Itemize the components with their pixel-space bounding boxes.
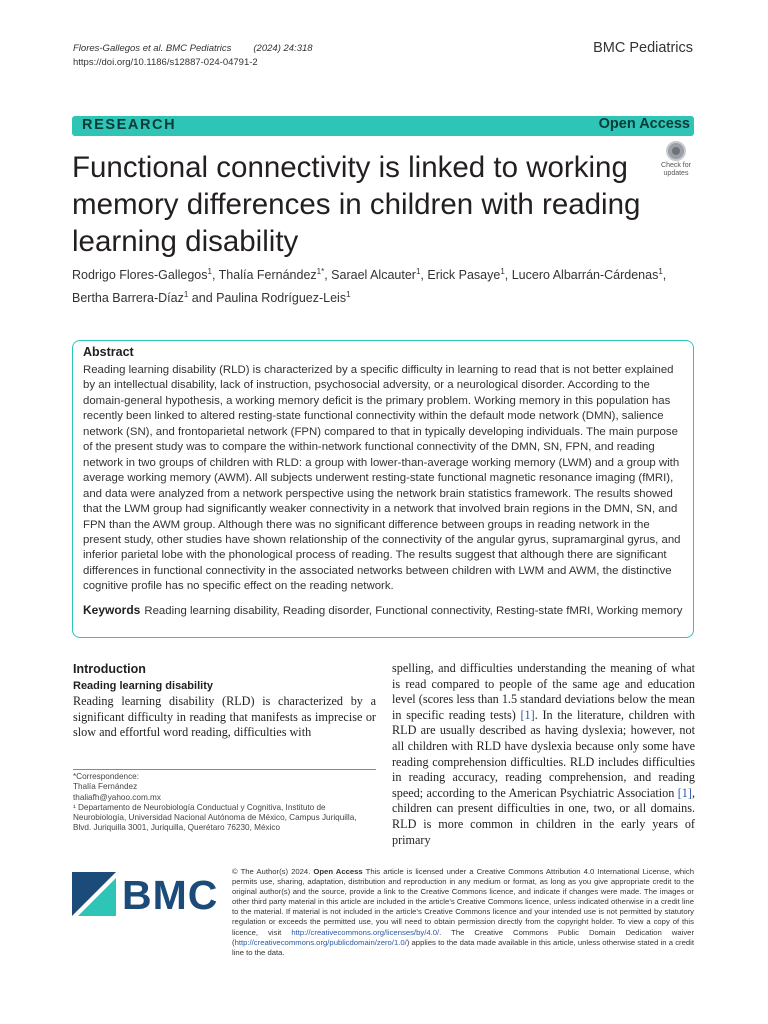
abstract-heading: Abstract (83, 345, 134, 359)
check-updates-line1: Check for (661, 162, 691, 169)
author-name: Sarael Alcauter (331, 268, 416, 283)
author-name: Paulina Rodríguez-Leis (216, 291, 347, 306)
bmc-logo-icon (72, 872, 116, 916)
keywords-list: Reading learning disability, Reading disorder, Functional connectivity, Resting-state fMRI, Working memory (144, 605, 683, 617)
keywords-label: Keywords (83, 603, 141, 617)
license-body-2: . The Creative Commons Public Domain Dedication waiver ( (232, 927, 694, 947)
citation-authors: Flores-Gallegos et al. BMC Pediatrics (73, 43, 232, 54)
keywords (83, 603, 683, 619)
research-label: RESEARCH (82, 117, 177, 133)
citation-link[interactable]: [1] (677, 785, 692, 800)
open-access-label: Open Access (598, 116, 690, 132)
correspondence-email[interactable]: thaliafh@yahoo.com.mx (73, 792, 161, 802)
author-affiliation: 1 (207, 267, 212, 276)
author-affiliation: 1 (415, 267, 421, 276)
intro-paragraph-left: Reading learning disability (RLD) is characterized by a significant difficulty in reading that manifests as imprecise or slow and effortful word reading, difficulties with (73, 694, 376, 740)
correspondence-name: Thalía Fernández (73, 782, 138, 792)
license-open-access: Open Access (313, 867, 363, 876)
license-text (232, 867, 694, 958)
author-affiliation: 1* (316, 267, 325, 276)
author-name: Thalía Fernández (218, 268, 317, 283)
author-name: Lucero Albarrán-Cárdenas (511, 268, 659, 283)
author-name: Bertha Barrera-Díaz (72, 291, 184, 306)
cc-zero-link[interactable]: http://creativecommons.org/publicdomain/zero/1.0/ (234, 937, 407, 947)
check-updates-line2: updates (663, 170, 689, 177)
author-list: Rodrigo Flores-Gallegos$^1$, Thalía Fernández$^{1*}$, Sarael Alcauter$^1$, Erick Pasaye$^1$, Lucero Albarrán-Cárdenas$^1$, Bertha Barrera-Díaz$^1$ and Paulina Rodríguez-Leis$^1$ (72, 267, 667, 306)
bmc-logo (72, 870, 222, 918)
author-affiliation: 1 (658, 267, 663, 276)
abstract-text: Reading learning disability (RLD) is characterized by a specific difficulty in learning to read that is not better explained by an intellectual disability, lack of instruction, psychosocial adversity, or a neurological disorder. According to the domain-general hypothesis, a working memory deficit is the primary problem. Working memory in this population has recently been linked to altered resting-state functional connectivity within the default mode network (DMN), salience network (SN), and frontoparietal network (FPN) compared to that in typically developing individuals. The main purpose of the present study was to compare the within-network functional connectivity of the DMN, SN, FPN, and reading network in two groups of children with RLD: a group with lower-than-average working memory (LWM) and a group with average working memory (AWM). All subjects underwent resting-state functional magnetic resonance imaging (fMRI), and data were analyzed from a network perspective using the network brain statistics framework. The results showed that the LWM group had significantly weaker connectivity in a network that involved brain regions in the DMN, SN, and FPN than the AWM group. Although there was no significant difference between groups in reading network in the present study, other studies have shown relationship of the connectivity of the angular gyrus, supramarginal gyrus, and inferior parietal lobe with the phonological process of reading. The results suggest that although there are significant differences in functional connectivity in the associated networks between children with LWM and AWM, the distinctive cognitive profile has no specific effect on the reading network. (83, 364, 681, 593)
citation-header (73, 42, 313, 70)
subsection-heading: Reading learning disability (73, 680, 213, 692)
correspondence-label: *Correspondence: (73, 772, 139, 781)
check-for-updates-icon (666, 141, 686, 161)
author-name: Rodrigo Flores-Gallegos (72, 268, 208, 283)
affiliation-text: ¹ Departamento de Neurobiología Conductual y Cognitiva, Instituto de Neurobiología, Universidad Nacional Autónoma de México, Campus Juriquilla, Blvd. Juriquilla 3001, Juriquilla, Querétaro 76230, México (73, 802, 357, 833)
license-body-3: ) applies to the data made available in this article, unless otherwise stated in a credit line to the data. (232, 937, 694, 957)
correspondence-footnote (73, 769, 376, 834)
intro-text-1: spelling, and difficulties understanding the meaning of what is read compared to people of the same age and education level (scores less than 1.5 standard deviations below the mean in specific reading tests) (392, 661, 695, 722)
article-type-banner (72, 116, 694, 136)
author-affiliation: 1 (183, 290, 189, 300)
citation-link[interactable]: [1] (520, 707, 535, 722)
intro-text-2: . In the literature, children with RLD are usually described as having dyslexia; however, not all children with RLD have dyslexia because only some have reading comprehension difficulties. RLD includes difficulties in reading accuracy, reading comprehension, and reading speed; according to the American Psychiatric Association (392, 707, 695, 800)
intro-text-3: , children can present difficulties in one, two, or all domains. RLD is more common in children in the early years of primary (392, 785, 695, 847)
license-prefix: © The Author(s) 2024. (232, 867, 314, 876)
license-body-1: This article is licensed under a Creative Commons Attribution 4.0 International License, which permits use, sharing, adaptation, distribution and reproduction in any medium or format, as long as you give appropriate credit to the original author(s) and the source, provide a link to the Creative Commons licence, and indicate if changes were made. The images or other third party material in this article are included in the article’s Creative Commons licence, unless indicated otherwise in a credit line to the material. If material is not included in the article’s Creative Commons licence and your intended use is not permitted by statutory regulation or exceeds the permitted use, you will need to obtain permission directly from the copyright holder. To view a copy of this licence, visit (232, 867, 694, 937)
author-affiliation: 1 (346, 290, 351, 300)
section-heading-introduction: Introduction (73, 662, 146, 676)
check-for-updates-badge[interactable] (656, 141, 696, 181)
author-name: Erick Pasaye (427, 268, 501, 283)
citation-year: (2024) 24:318 (253, 43, 313, 54)
intro-paragraph-right (392, 661, 695, 848)
abstract-box (72, 340, 694, 638)
doi-link[interactable]: https://doi.org/10.1186/s12887-024-04791-2 (73, 57, 258, 68)
bmc-logo-text: BMC (122, 872, 219, 918)
intro-left-column (73, 662, 376, 741)
article-title: Functional connectivity is linked to working memory differences in children with reading learning disability (72, 151, 641, 258)
journal-name: BMC Pediatrics (593, 40, 693, 56)
cc-by-link[interactable]: http://creativecommons.org/licenses/by/4.0/ (291, 927, 440, 937)
author-affiliation: 1 (500, 267, 505, 276)
